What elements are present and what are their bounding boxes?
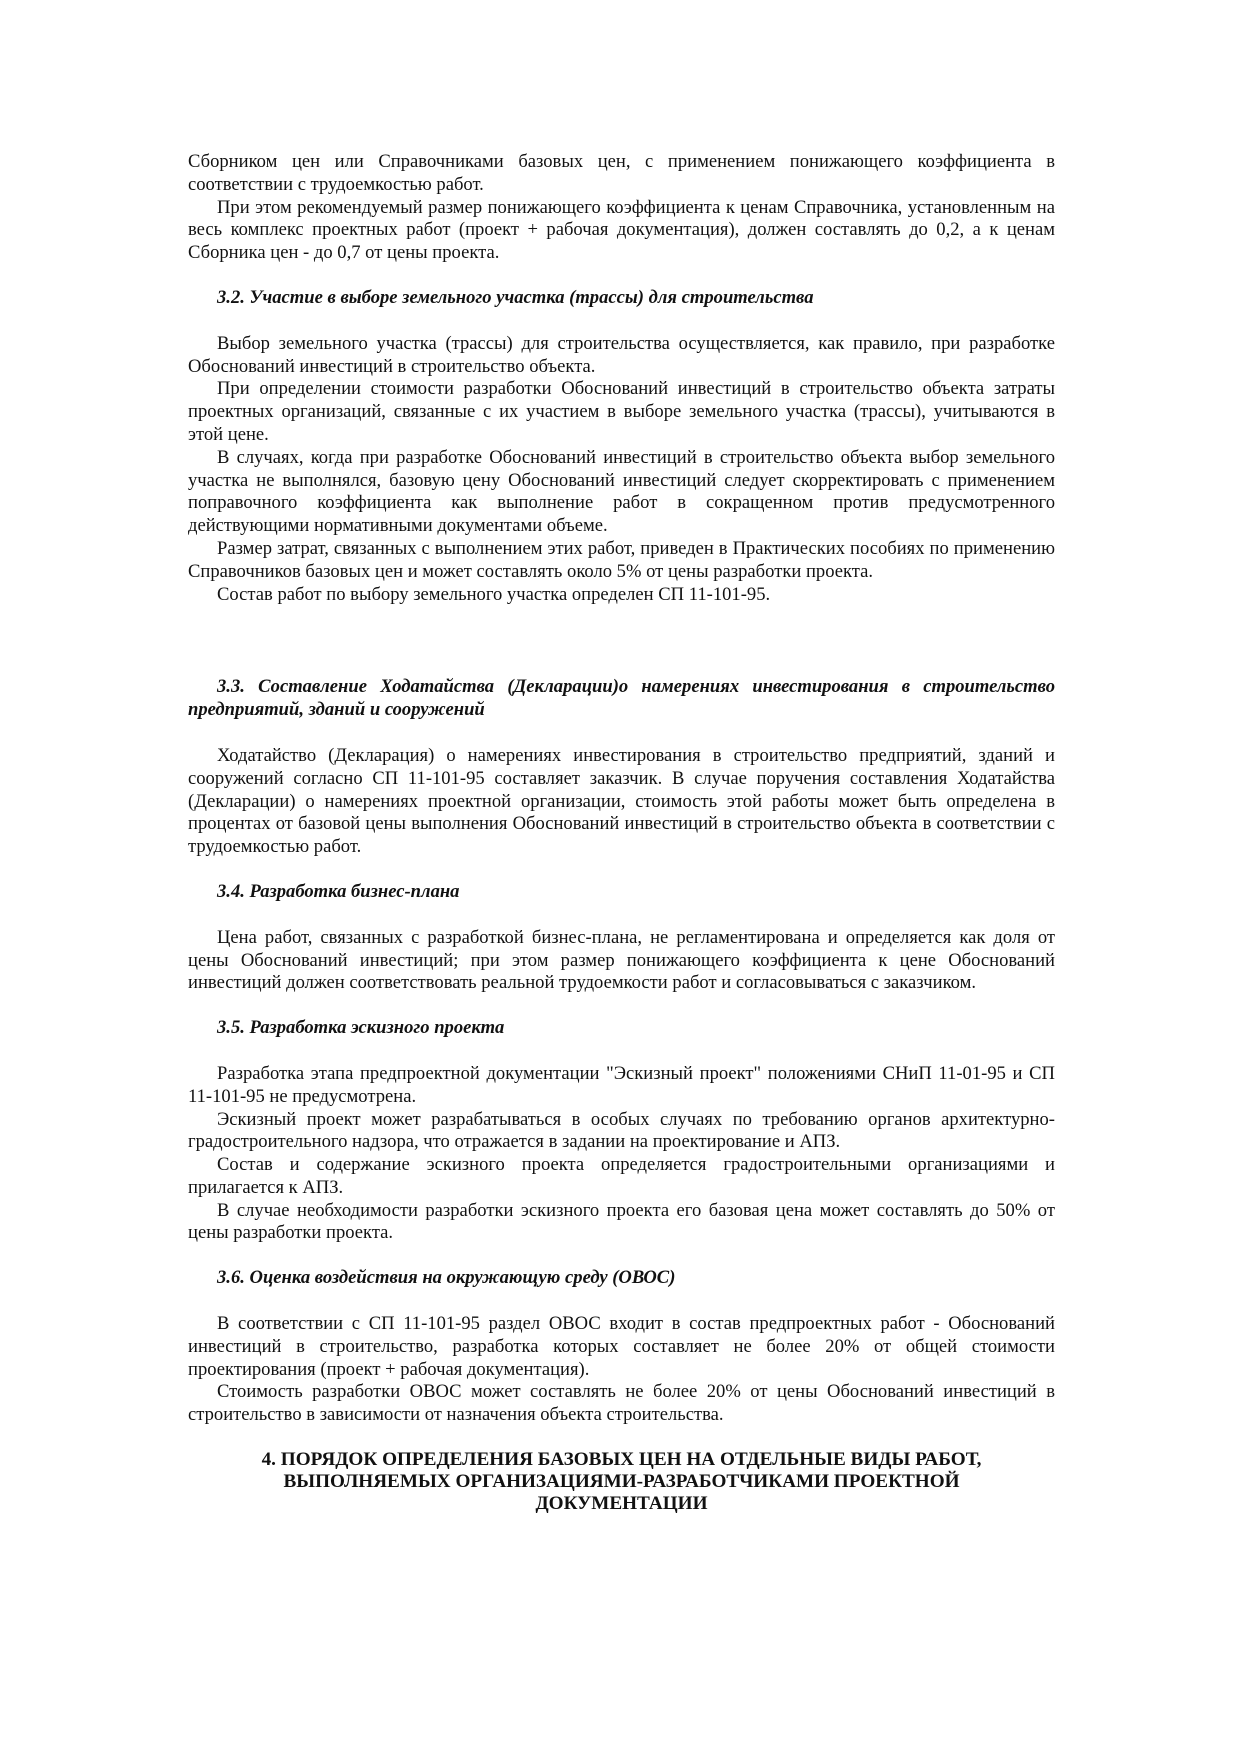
section-3-2-paragraph: В случаях, когда при разработке Обоснований инвестиций в строительство объекта выбор земельного участка не выполнялся, базовую цену Обоснований инвестиций следует скорректировать с применением поправочного коэффициента как выполнение работ в сокращенном против предусмотренного действующими нормативными документами объеме.: [188, 446, 1055, 537]
section-4-heading-line: ВЫПОЛНЯЕМЫХ ОРГАНИЗАЦИЯМИ-РАЗРАБОТЧИКАМИ ПРОЕКТНОЙ: [283, 1471, 960, 1493]
section-3-6-paragraph: Стоимость разработки ОВОС может составлять не более 20% от цены Обоснований инвестиций в строительство в зависимости от назначения объекта строительства.: [188, 1381, 1055, 1426]
section-3-3-paragraph: Ходатайство (Декларация) о намерениях инвестирования в строительство предприятий, зданий и сооружений согласно СП 11-101-95 составляет заказчик. В случае поручения составления Ходатайства (Декларации) о намерениях проектной организации, стоимость этой работы может быть определена в процентах от базовой цены выполнения Обоснований инвестиций в строительство объекта в соответствии с трудоемкостью работ.: [188, 744, 1055, 858]
section-3-2-paragraph: Выбор земельного участка (трассы) для строительства осуществляется, как правило, при разработке Обоснований инвестиций в строительство объекта.: [188, 332, 1055, 377]
section-3-5-paragraph: Эскизный проект может разрабатываться в особых случаях по требованию органов архитектурно-градостроительного надзора, что отражается в задании на проектирование и АПЗ.: [188, 1108, 1055, 1153]
intro-paragraph-1: Сборником цен или Справочниками базовых цен, с применением понижающего коэффициента в соответствии с трудоемкостью работ.: [188, 151, 1055, 195]
section-4-heading-line: ДОКУМЕНТАЦИИ: [535, 1493, 708, 1515]
section-3-2-paragraph: При определении стоимости разработки Обоснований инвестиций в строительство объекта затраты проектных организаций, связанные с их участием в выборе земельного участка (трассы), учитываются в этой цене.: [188, 378, 1055, 445]
section-3-3-heading: 3.3. Составление Ходатайства (Декларации)о намерениях инвестирования в строительство предприятий, зданий и сооружений: [188, 676, 1055, 721]
section-4-heading: [188, 1449, 1055, 1516]
section-3-4-paragraph: Цена работ, связанных с разработкой бизнес-плана, не регламентирована и определяется как доля от цены Обоснований инвестиций; при этом размер понижающего коэффициента к цене Обоснований инвестиций должен соответствовать реальной трудоемкости работ и согласовываться с заказчиком.: [188, 926, 1055, 994]
section-3-6-heading: 3.6. Оценка воздействия на окружающую среду (ОВОС): [217, 1267, 676, 1289]
section-4-heading-line: 4. ПОРЯДОК ОПРЕДЕЛЕНИЯ БАЗОВЫХ ЦЕН НА ОТДЕЛЬНЫЕ ВИДЫ РАБОТ,: [261, 1449, 982, 1471]
section-3-5-paragraph: Разработка этапа предпроектной документации "Эскизный проект" положениями СНиП 11-01-95 и СП 11-101-95 не предусмотрена.: [188, 1062, 1055, 1107]
intro-paragraph-2: При этом рекомендуемый размер понижающего коэффициента к ценам Справочника, установленным на весь комплекс проектных работ (проект + рабочая документация), должен составлять до 0,2, а к ценам Сборника цен - до 0,7 от цены проекта.: [188, 196, 1055, 264]
section-3-4-heading: 3.4. Разработка бизнес-плана: [217, 880, 460, 902]
section-3-5-paragraph: В случае необходимости разработки эскизного проекта его базовая цена может составлять до 50% от цены разработки проекта.: [188, 1199, 1055, 1244]
section-3-6-paragraph: В соответствии с СП 11-101-95 раздел ОВОС входит в состав предпроектных работ - Обоснований инвестиций в строительство, разработка которых составляет не более 20% от общей стоимости проектирования (проект + рабочая документация).: [188, 1313, 1055, 1380]
section-3-2-paragraph: Состав работ по выбору земельного участка определен СП 11-101-95.: [217, 583, 771, 605]
section-3-5-paragraph: Состав и содержание эскизного проекта определяется градостроительными организациями и прилагается к АПЗ.: [188, 1154, 1055, 1198]
section-3-2-paragraph: Размер затрат, связанных с выполнением этих работ, приведен в Практических пособиях по применению Справочников базовых цен и может составлять около 5% от цены разработки проекта.: [188, 537, 1055, 582]
section-3-2-heading: 3.2. Участие в выборе земельного участка (трассы) для строительства: [217, 286, 814, 308]
section-3-5-heading: 3.5. Разработка эскизного проекта: [217, 1017, 505, 1039]
